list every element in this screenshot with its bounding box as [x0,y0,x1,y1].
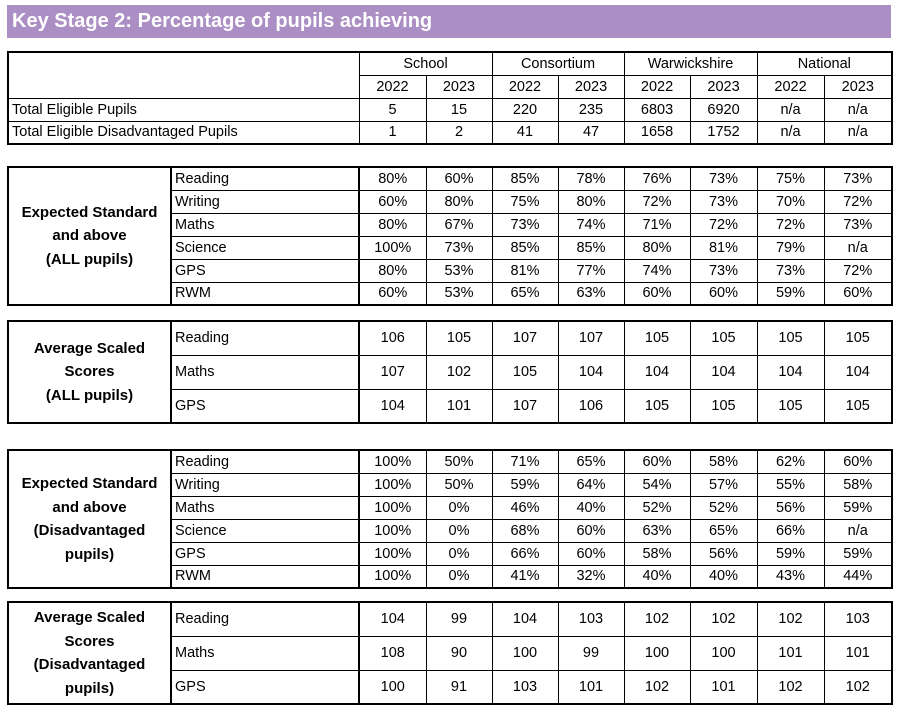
section-row [8,450,892,473]
score-value: 85% [558,236,624,259]
score-value: 102 [426,355,492,389]
section-title [8,321,171,423]
score-value: 64% [558,473,624,496]
section-title-line: Average Scaled [33,339,146,357]
section-row [8,167,892,190]
section-title-line: Scores [64,363,115,381]
score-value: 60% [824,282,892,305]
score-value: 58% [824,473,892,496]
score-value: 100% [359,236,426,259]
score-value: 66% [492,542,558,565]
score-value: 102 [624,602,690,636]
score-value: 56% [757,496,824,519]
score-value: 54% [624,473,690,496]
section-title-line: Expected Standard [21,475,158,492]
score-value: 100 [690,636,757,670]
summary-table [7,51,893,145]
score-value: 76% [624,167,690,190]
score-value: 74% [624,259,690,282]
score-value: 55% [757,473,824,496]
score-value: 60% [624,450,690,473]
score-value: 60% [359,282,426,305]
eligibility-value: 47 [558,121,624,144]
score-value: 108 [359,636,426,670]
score-value: 80% [558,190,624,213]
score-value: n/a [824,236,892,259]
section-title-line: (ALL pupils) [45,386,134,404]
score-value: 104 [359,389,426,423]
score-value: 101 [558,670,624,704]
score-value: 100% [359,565,426,588]
subject-label: Maths [171,355,359,389]
eligibility-value: 1658 [624,121,690,144]
section-table [7,601,893,705]
score-value: 90 [426,636,492,670]
eligibility-label: Total Eligible Disadvantaged Pupils [8,121,359,144]
score-value: 103 [558,602,624,636]
score-value: 100 [624,636,690,670]
score-value: 104 [690,355,757,389]
score-value: n/a [824,519,892,542]
score-value: 100% [359,519,426,542]
section-title-line: and above [52,498,127,516]
score-value: 100% [359,473,426,496]
score-value: 105 [492,355,558,389]
subject-label: RWM [171,282,359,305]
group-header-school: School [359,52,492,75]
year-header-cell: 2023 [558,75,624,98]
group-header-national: National [757,52,892,75]
score-value: 75% [757,167,824,190]
score-value: 72% [624,190,690,213]
score-value: 73% [492,213,558,236]
score-value: 99 [558,636,624,670]
score-value: 107 [492,321,558,355]
score-value: 105 [824,389,892,423]
score-value: 85% [492,236,558,259]
score-value: 32% [558,565,624,588]
score-value: 80% [426,190,492,213]
score-value: 104 [624,355,690,389]
score-value: 105 [757,321,824,355]
score-value: 52% [690,496,757,519]
score-value: 104 [558,355,624,389]
score-value: 102 [824,670,892,704]
subject-label: Science [171,519,359,542]
score-value: 72% [824,190,892,213]
year-header-cell: 2022 [624,75,690,98]
score-value: 59% [824,542,892,565]
score-value: 0% [426,565,492,588]
score-value: 104 [492,602,558,636]
score-value: 81% [492,259,558,282]
subject-label: RWM [171,565,359,588]
score-value: 40% [624,565,690,588]
score-value: 65% [690,519,757,542]
score-value: 41% [492,565,558,588]
score-value: 0% [426,519,492,542]
score-value: 85% [492,167,558,190]
score-value: 40% [558,496,624,519]
subject-label: Reading [171,321,359,355]
subject-label: Maths [171,496,359,519]
title-bar [7,5,891,38]
eligibility-value: 6803 [624,98,690,121]
eligibility-value: n/a [757,98,824,121]
score-value: 79% [757,236,824,259]
score-value: 71% [624,213,690,236]
score-value: 101 [824,636,892,670]
subject-label: Reading [171,167,359,190]
score-value: 65% [558,450,624,473]
score-value: 67% [426,213,492,236]
section-title-line: pupils) [64,679,115,697]
score-value: 59% [757,542,824,565]
year-header-cell: 2022 [757,75,824,98]
subject-label: GPS [171,259,359,282]
score-value: 63% [624,519,690,542]
score-value: 102 [690,602,757,636]
score-value: 58% [690,450,757,473]
score-value: 100% [359,542,426,565]
score-value: 72% [824,259,892,282]
score-value: 53% [426,259,492,282]
score-value: 80% [359,259,426,282]
subject-label: Reading [171,450,359,473]
score-value: 62% [757,450,824,473]
score-value: 80% [624,236,690,259]
subject-label: Maths [171,213,359,236]
section-title-line: Average Scaled [33,609,146,626]
score-value: 106 [359,321,426,355]
eligibility-value: 235 [558,98,624,121]
score-value: 105 [757,389,824,423]
score-value: 58% [624,542,690,565]
score-value: 73% [690,167,757,190]
section-title [8,167,171,305]
score-value: 77% [558,259,624,282]
score-value: 101 [757,636,824,670]
score-value: 60% [624,282,690,305]
eligibility-value: 15 [426,98,492,121]
score-value: 105 [426,321,492,355]
score-value: 100 [359,670,426,704]
score-value: 103 [824,602,892,636]
subject-label: Maths [171,636,359,670]
score-value: 60% [558,542,624,565]
section-row [8,602,892,636]
eligibility-value: n/a [757,121,824,144]
subject-label: Science [171,236,359,259]
score-value: 60% [690,282,757,305]
score-value: 73% [426,236,492,259]
section-table [7,166,893,306]
score-value: 63% [558,282,624,305]
section-title-line: Expected Standard [21,203,158,221]
score-value: 73% [757,259,824,282]
score-value: 60% [558,519,624,542]
eligibility-value: 1 [359,121,426,144]
score-value: 107 [492,389,558,423]
year-header-cell: 2023 [824,75,892,98]
score-value: 73% [824,167,892,190]
score-value: 73% [690,259,757,282]
score-value: 105 [624,389,690,423]
eligibility-value: n/a [824,121,892,144]
score-value: 44% [824,565,892,588]
score-value: 101 [690,670,757,704]
score-value: 57% [690,473,757,496]
eligibility-value: n/a [824,98,892,121]
eligibility-value: 2 [426,121,492,144]
score-value: 102 [624,670,690,704]
section-title-line: (ALL pupils) [45,250,134,268]
score-value: 105 [690,321,757,355]
subject-label: GPS [171,542,359,565]
section-title-line: and above [52,227,127,245]
eligibility-value: 1752 [690,121,757,144]
score-value: 104 [824,355,892,389]
score-value: 105 [824,321,892,355]
subject-label: Writing [171,473,359,496]
year-header-cell: 2022 [492,75,558,98]
score-value: 105 [690,389,757,423]
score-value: 52% [624,496,690,519]
score-value: 107 [558,321,624,355]
score-value: 102 [757,602,824,636]
group-header-consortium: Consortium [492,52,624,75]
score-value: 74% [558,213,624,236]
group-header-row [8,52,892,75]
score-value: 65% [492,282,558,305]
score-value: 68% [492,519,558,542]
section-row [8,321,892,355]
score-value: 60% [426,167,492,190]
section-title-line: Scores [64,632,115,650]
score-value: 80% [359,167,426,190]
score-value: 72% [690,213,757,236]
score-value: 100 [492,636,558,670]
score-value: 66% [757,519,824,542]
score-value: 60% [359,190,426,213]
section-title-line: (Disadvantaged [33,522,146,539]
eligibility-row [8,121,892,144]
score-value: 60% [824,450,892,473]
eligibility-value: 6920 [690,98,757,121]
score-value: 103 [492,670,558,704]
year-header-cell: 2023 [426,75,492,98]
score-value: 78% [558,167,624,190]
header-blank-cell [8,75,359,98]
score-value: 91 [426,670,492,704]
score-value: 59% [757,282,824,305]
score-value: 73% [824,213,892,236]
score-value: 102 [757,670,824,704]
score-value: 46% [492,496,558,519]
score-value: 106 [558,389,624,423]
score-value: 80% [359,213,426,236]
year-header-row [8,75,892,98]
score-value: 99 [426,602,492,636]
section-title-line: (Disadvantaged [33,656,146,673]
year-header-cell: 2023 [690,75,757,98]
eligibility-label: Total Eligible Pupils [8,98,359,121]
score-value: 81% [690,236,757,259]
score-value: 104 [359,602,426,636]
score-value: 0% [426,542,492,565]
score-value: 101 [426,389,492,423]
score-value: 71% [492,450,558,473]
score-value: 104 [757,355,824,389]
score-value: 73% [690,190,757,213]
score-value: 53% [426,282,492,305]
subject-label: GPS [171,389,359,423]
page-title: Key Stage 2: Percentage of pupils achieving [12,10,433,32]
subject-label: Reading [171,602,359,636]
score-value: 50% [426,473,492,496]
score-value: 56% [690,542,757,565]
section-table [7,320,893,424]
section-title [8,450,171,588]
score-value: 50% [426,450,492,473]
score-value: 0% [426,496,492,519]
subject-label: GPS [171,670,359,704]
score-value: 105 [624,321,690,355]
eligibility-row [8,98,892,121]
score-value: 100% [359,496,426,519]
eligibility-value: 220 [492,98,558,121]
section-title-line: pupils) [64,545,115,563]
score-value: 70% [757,190,824,213]
score-value: 100% [359,450,426,473]
score-value: 43% [757,565,824,588]
section-table [7,449,893,589]
year-header-cell: 2022 [359,75,426,98]
section-title [8,602,171,704]
score-value: 59% [492,473,558,496]
score-value: 107 [359,355,426,389]
header-blank-cell [8,52,359,75]
score-value: 75% [492,190,558,213]
eligibility-value: 5 [359,98,426,121]
score-value: 59% [824,496,892,519]
subject-label: Writing [171,190,359,213]
group-header-warwickshire: Warwickshire [624,52,757,75]
score-value: 72% [757,213,824,236]
eligibility-value: 41 [492,121,558,144]
score-value: 40% [690,565,757,588]
